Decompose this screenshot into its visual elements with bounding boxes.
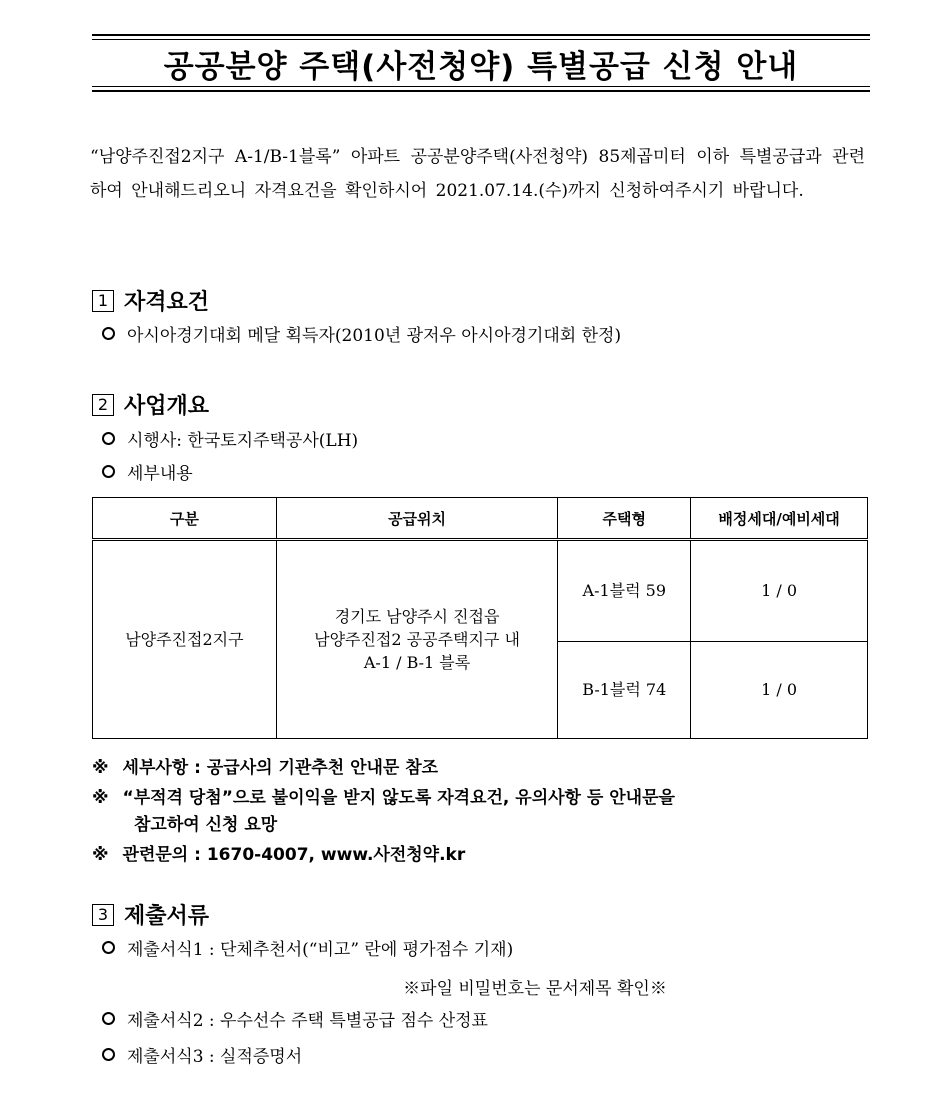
- allocation-cell: 1 / 0: [691, 641, 868, 739]
- location-cell: [276, 540, 558, 739]
- note-details: [92, 755, 872, 782]
- list-item: [102, 935, 513, 960]
- bullet-text: 제출서식2 : 우수선수 주택 특별공급 점수 산정표: [127, 1011, 488, 1031]
- note-text: 세부사항 : 공급사의 기관추천 안내문 참조: [122, 758, 439, 778]
- section-title: 자격요건: [124, 290, 210, 315]
- section-number: 2: [92, 394, 114, 416]
- bullet-text: 제출서식3 : 실적증명서: [127, 1047, 303, 1067]
- column-header: 주택형: [558, 498, 691, 540]
- section-overview-header: [92, 389, 209, 420]
- bullet-text: 제출서식1 : 단체추천서(“비고” 란에 평가점수 기재): [127, 940, 514, 960]
- housing-type-cell: B-1블럭 74: [558, 641, 691, 739]
- bullet-text: 세부내용: [127, 464, 193, 484]
- table-row: [93, 540, 868, 642]
- note-text: 관련문의 : 1670-4007, www.사전청약.kr: [122, 845, 466, 865]
- table-header-row: [93, 498, 868, 540]
- district-cell: 남양주진접2지구: [93, 540, 277, 739]
- note-warning: [92, 785, 872, 839]
- note-text: “부적격 당첨”으로 불이익을 받지 않도록 자격요건, 유의사항 등 안내문을: [122, 788, 675, 808]
- circle-bullet-icon: [102, 327, 115, 340]
- circle-bullet-icon: [102, 1012, 115, 1025]
- section-documents-header: [92, 899, 209, 930]
- note-contact: [92, 842, 872, 869]
- section-number: 1: [92, 290, 114, 312]
- section-number: 3: [92, 904, 114, 926]
- title-box: [92, 34, 870, 92]
- allocation-cell: 1 / 0: [691, 540, 868, 642]
- circle-bullet-icon: [102, 1048, 115, 1061]
- note-text-continued: 참고하여 신청 요망: [134, 815, 278, 835]
- list-item: [102, 426, 358, 451]
- list-item: [102, 1042, 302, 1067]
- intro-paragraph: “남양주진접2지구 A-1/B-1블록” 아파트 공공분양주택(사전청약) 85제곱미터 이하 특별공급과 관련하여 안내해드리오니 자격요건을 확인하시어 2021.07.14.(수)까지 신청하여주시기 바랍니다.: [90, 147, 865, 201]
- column-header: 공급위치: [276, 498, 558, 540]
- circle-bullet-icon: [102, 465, 115, 478]
- password-note: ※파일 비밀번호는 문서제목 확인※: [403, 979, 667, 999]
- supply-detail-table: [92, 497, 868, 739]
- reference-mark: ※: [92, 788, 109, 808]
- location-line: 남양주진접2 공공주택지구 내: [314, 630, 520, 649]
- column-header: 배정세대/예비세대: [691, 498, 868, 540]
- section-qualification-header: [92, 285, 209, 316]
- reference-mark: ※: [92, 758, 109, 778]
- housing-type-cell: A-1블럭 59: [558, 540, 691, 642]
- column-header: 구분: [93, 498, 277, 540]
- location-line: 경기도 남양주시 진접읍: [334, 607, 500, 626]
- section-title: 제출서류: [124, 904, 210, 929]
- circle-bullet-icon: [102, 432, 115, 445]
- list-item: [102, 1006, 488, 1031]
- reference-mark: ※: [92, 845, 109, 865]
- circle-bullet-icon: [102, 941, 115, 954]
- section-title: 사업개요: [124, 394, 210, 419]
- page-title: 공공분양 주택(사전청약) 특별공급 신청 안내: [163, 48, 799, 85]
- list-item: [102, 321, 621, 346]
- bullet-text: 시행사: 한국토지주택공사(LH): [127, 431, 359, 451]
- bullet-text: 아시아경기대회 메달 획득자(2010년 광저우 아시아경기대회 한정): [127, 326, 622, 346]
- list-item: [102, 459, 193, 484]
- location-line: A-1 / B-1 블록: [363, 653, 471, 672]
